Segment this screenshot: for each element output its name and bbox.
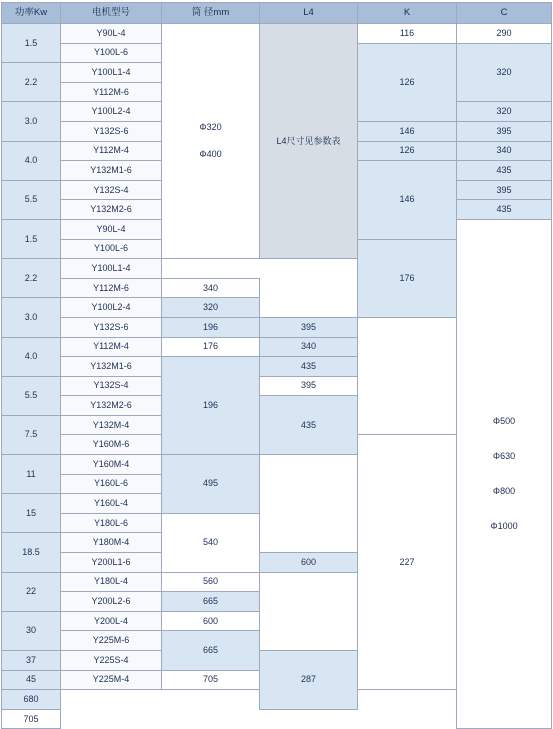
c-cell: 320 [457, 102, 552, 122]
header-power: 功率Kw [2, 3, 61, 24]
c-cell: 435 [260, 357, 358, 377]
c-cell: 560 [162, 572, 260, 592]
model-cell: Y132M2-6 [61, 200, 162, 220]
model-cell: Y160L-4 [61, 494, 162, 514]
model-cell: Y132S-4 [61, 376, 162, 396]
model-cell: Y225S-4 [61, 651, 162, 671]
bore-cell-group1 [162, 24, 260, 259]
model-cell: Y160L-6 [61, 474, 162, 494]
power-cell: 3.0 [2, 102, 61, 141]
model-cell: Y100L1-4 [61, 63, 162, 83]
model-cell: Y225M-4 [61, 670, 162, 690]
bore-value: Φ320 [199, 122, 222, 133]
l4-note-cell: L4尺寸见参数表 [260, 24, 358, 259]
k-cell: 116 [358, 24, 457, 44]
bore-value: Φ1000 [490, 521, 518, 532]
model-cell: Y160M-6 [61, 435, 162, 455]
c-cell: 680 [2, 690, 61, 710]
c-cell: 435 [457, 200, 552, 220]
model-cell: Y112M-6 [61, 278, 162, 298]
c-cell: 290 [457, 24, 552, 44]
header-model: 电机型号 [61, 3, 162, 24]
model-cell: Y100L1-4 [61, 259, 162, 279]
c-cell: 600 [260, 553, 358, 573]
c-cell: 495 [162, 455, 260, 514]
header-c: C [457, 3, 552, 24]
model-cell: Y90L-4 [61, 219, 162, 239]
power-cell: 37 [2, 651, 61, 671]
bore-cell-group2 [457, 219, 552, 728]
model-cell: Y112M-6 [61, 82, 162, 102]
model-cell: Y112M-4 [61, 141, 162, 161]
model-cell: Y160M-4 [61, 455, 162, 475]
model-cell: Y180L-6 [61, 513, 162, 533]
model-cell: Y100L-6 [61, 239, 162, 259]
header-bore: 筒 径mm [162, 3, 260, 24]
power-cell: 5.5 [2, 180, 61, 219]
power-cell: 4.0 [2, 337, 61, 376]
power-cell: 4.0 [2, 141, 61, 180]
model-cell: Y112M-4 [61, 337, 162, 357]
table-row [2, 24, 552, 34]
model-cell: Y132S-6 [61, 317, 162, 337]
k-cell: 196 [162, 357, 260, 455]
bore-value: Φ400 [199, 149, 222, 160]
model-cell: Y132S-6 [61, 121, 162, 141]
model-cell: Y132M-4 [61, 415, 162, 435]
k-cell: 146 [358, 161, 457, 239]
bore-value: Φ630 [492, 451, 516, 462]
power-cell: 7.5 [2, 415, 61, 454]
c-cell: 435 [260, 396, 358, 455]
power-cell: 22 [2, 572, 61, 611]
header-k: K [358, 3, 457, 24]
power-cell: 2.2 [2, 63, 61, 102]
k-cell: 227 [358, 435, 457, 690]
c-cell: 340 [162, 278, 260, 298]
model-cell: Y180L-4 [61, 572, 162, 592]
c-cell: 320 [457, 43, 552, 102]
c-cell: 395 [260, 376, 358, 396]
model-cell: Y100L-6 [61, 43, 162, 63]
k-cell: 126 [358, 141, 457, 161]
model-cell: Y100L2-4 [61, 298, 162, 318]
power-cell: 1.5 [2, 219, 61, 258]
c-cell: 395 [260, 317, 358, 337]
model-cell: Y200L2-6 [61, 592, 162, 612]
k-cell: 176 [358, 239, 457, 317]
c-cell: 705 [2, 709, 61, 729]
c-cell: 665 [162, 631, 260, 670]
model-cell: Y180M-4 [61, 533, 162, 553]
c-cell: 395 [457, 121, 552, 141]
c-cell: 665 [162, 592, 260, 612]
k-cell: 287 [260, 651, 358, 710]
k-cell: 126 [358, 43, 457, 121]
k-cell: 146 [358, 121, 457, 141]
power-cell: 15 [2, 494, 61, 533]
c-cell: 340 [260, 337, 358, 357]
power-cell: 1.5 [2, 24, 61, 63]
power-cell: 2.2 [2, 259, 61, 298]
model-cell: Y225M-6 [61, 631, 162, 651]
header-row [2, 3, 552, 24]
power-cell: 3.0 [2, 298, 61, 337]
power-cell: 5.5 [2, 376, 61, 415]
c-cell: 435 [457, 161, 552, 181]
model-cell: Y200L1-6 [61, 553, 162, 573]
c-cell: 340 [457, 141, 552, 161]
k-cell: 196 [162, 317, 260, 337]
c-cell: 705 [162, 670, 260, 690]
c-cell: 395 [457, 180, 552, 200]
model-cell: Y132M1-6 [61, 161, 162, 181]
bore-value: Φ800 [492, 486, 516, 497]
power-cell: 18.5 [2, 533, 61, 572]
c-cell: 600 [162, 611, 260, 631]
model-cell: Y100L2-4 [61, 102, 162, 122]
model-cell: Y132M2-6 [61, 396, 162, 416]
header-l4: L4 [260, 3, 358, 24]
model-cell: Y200L-4 [61, 611, 162, 631]
power-cell: 30 [2, 611, 61, 650]
bore-value: Φ500 [492, 416, 516, 427]
model-cell: Y90L-4 [61, 24, 162, 44]
model-cell: Y132M1-6 [61, 357, 162, 377]
power-cell: 11 [2, 455, 61, 494]
c-cell: 540 [162, 513, 260, 572]
power-cell: 45 [2, 670, 61, 690]
model-cell: Y132S-4 [61, 180, 162, 200]
motor-spec-table [1, 2, 552, 729]
k-cell: 176 [162, 337, 260, 357]
c-cell: 320 [162, 298, 260, 318]
